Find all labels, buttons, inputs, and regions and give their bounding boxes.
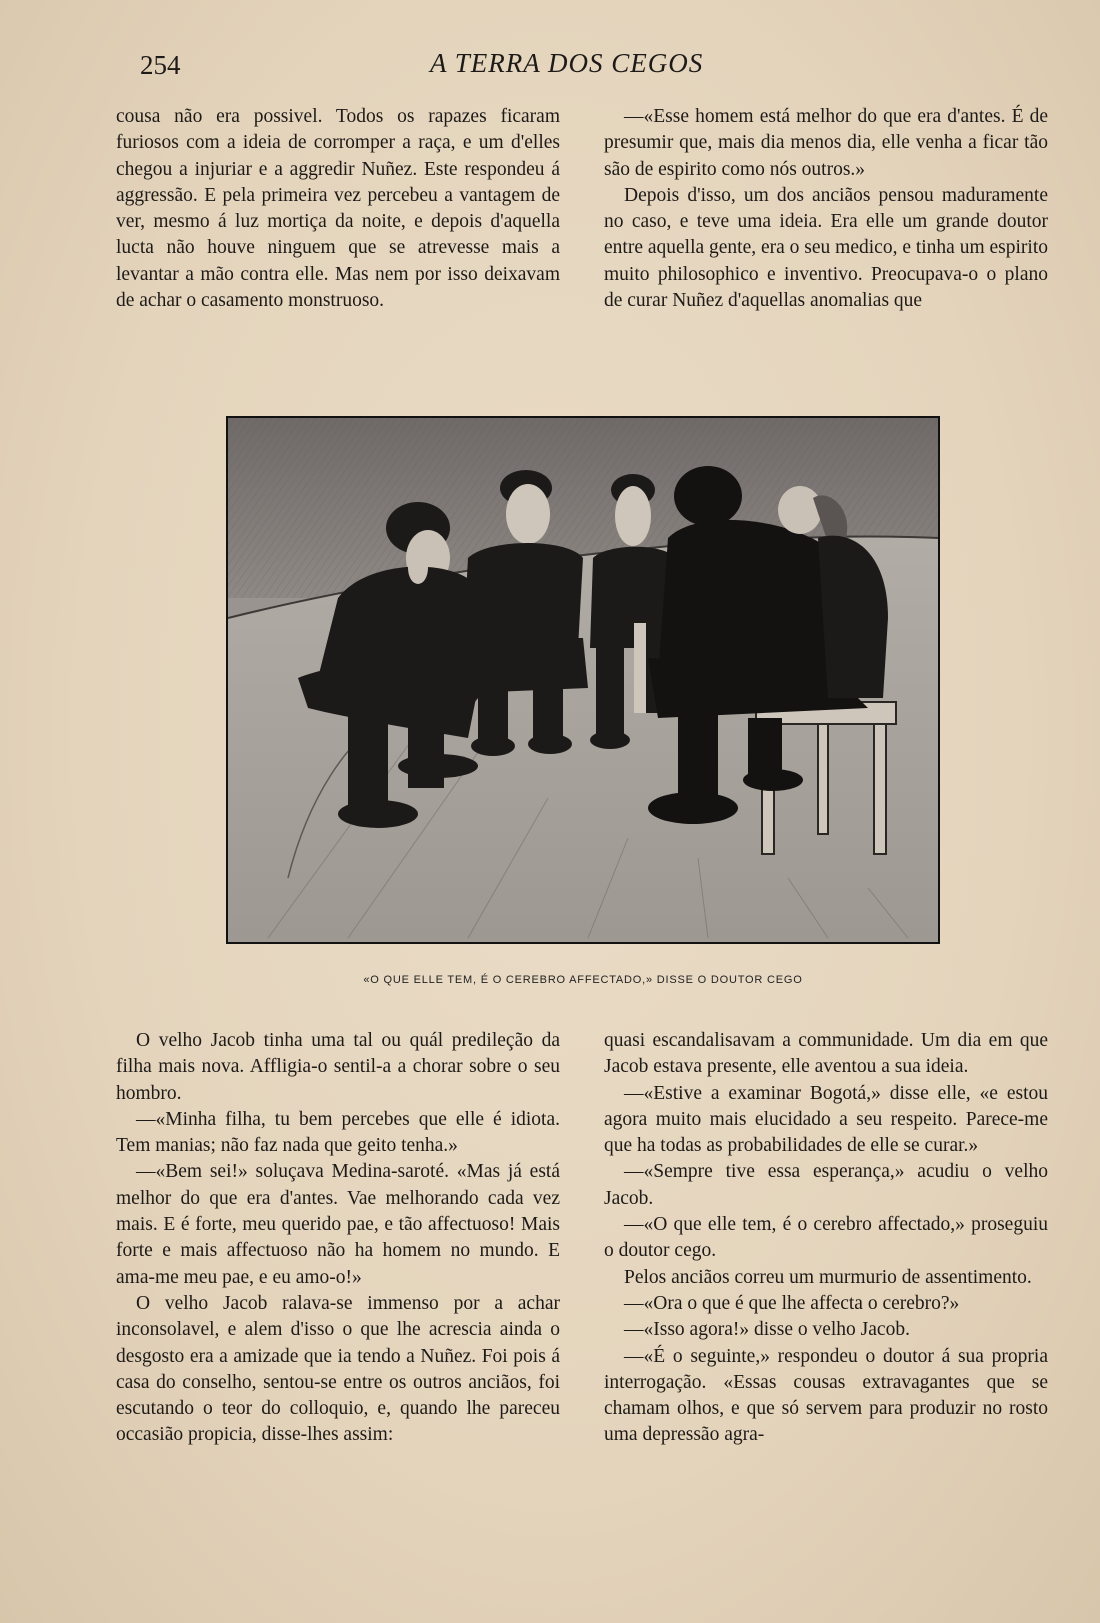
paragraph: —«O que elle tem, é o cerebro affectado,» proseguiu o doutor cego.	[604, 1214, 1048, 1262]
paragraph: —«Estive a examinar Bogotá,» disse elle, «e estou agora muito mais elucidado a seu respeito. Parece-me que ha todas as probabilidades de elle se curar.»	[604, 1082, 1048, 1157]
paragraph: quasi escandalisavam a communidade. Um dia em que Jacob estava presente, elle aventou a sua ideia.	[604, 1030, 1048, 1078]
paragraph: —«É o seguinte,» respondeu o doutor á sua propria interrogação. «Essas cousas extravagantes que se chamam olhos, e que só servem para produzir no rosto uma depressão agra-	[604, 1345, 1048, 1446]
paragraph: cousa não era possivel. Todos os rapazes ficaram furiosos com a ideia de corromper a raça, e um d'elles chegou a injuriar e a aggredir Nuñez. Este respondeu á aggressão. E pela primeira vez percebeu a vantagem de ver, mesmo á luz mortiça da noite, e depois d'aquella lucta não houve ninguem que se atrevesse mais a levantar a mão contra elle. Mas nem por isso deixavam de achar o casamento monstruoso.	[116, 106, 560, 312]
paragraph: O velho Jacob ralava-se immenso por a achar inconsolavel, e alem d'isso o que lhe acrescia ainda o desgosto era a amizade que ia tendo a Nuñez. Foi pois á casa do conselho, sentou-se entre os outros anciãos, foi escutando o teor do colloquio, e, quando lhe pareceu occasião propicia, disse-lhes assim:	[116, 1292, 560, 1446]
paragraph: —«Isso agora!» disse o velho Jacob.	[624, 1319, 910, 1341]
illustration-blind-elders	[226, 416, 940, 944]
text-column-top-left	[116, 104, 560, 314]
illustration-caption: «O QUE ELLE TEM, É O CEREBRO AFFECTADO,» DISSE O DOUTOR CEGO	[363, 974, 803, 986]
paragraph: Depois d'isso, um dos anciãos pensou maduramente no caso, e teve uma ideia. Era elle um grande doutor entre aquella gente, era o seu medico, e tinha um espirito muito philosophico e inventivo. Preocupava-o o plano de curar Nuñez d'aquellas anomalias que	[604, 184, 1048, 312]
text-column-bottom-left	[116, 1028, 560, 1449]
text-column-top-right	[604, 104, 1048, 314]
paragraph: —«Ora o que é que lhe affecta o cerebro?»	[624, 1292, 960, 1314]
text-column-bottom-right	[604, 1028, 1048, 1449]
running-title: A TERRA DOS CEGOS	[430, 48, 704, 78]
paragraph: —«Bem sei!» soluçava Medina-saroté. «Mas já está melhor do que era d'antes. Vae melhorando cada vez mais. E é forte, meu querido pae, e tão affectuoso! Mais forte e mais affectuoso não ha homem no mundo. E ama-me meu pae, e eu amo-o!»	[116, 1161, 560, 1288]
paragraph: Pelos anciãos correu um murmurio de assentimento.	[624, 1266, 1032, 1288]
page-number: 254	[140, 50, 181, 80]
paragraph: —«Esse homem está melhor do que era d'antes. É de presumir que, mais dia menos dia, elle venha a ficar tão são de espirito como nós outros.»	[604, 106, 1048, 180]
paragraph: O velho Jacob tinha uma tal ou quál predileção da filha mais nova. Affligia-o sentil-a a chorar sobre o seu hombro.	[116, 1030, 560, 1104]
paragraph: —«Minha filha, tu bem percebes que elle é idiota. Tem manias; não faz nada que geito tenha.»	[116, 1108, 560, 1157]
page-header	[140, 48, 1060, 88]
paragraph: —«Sempre tive essa esperança,» acudiu o velho Jacob.	[604, 1161, 1048, 1209]
